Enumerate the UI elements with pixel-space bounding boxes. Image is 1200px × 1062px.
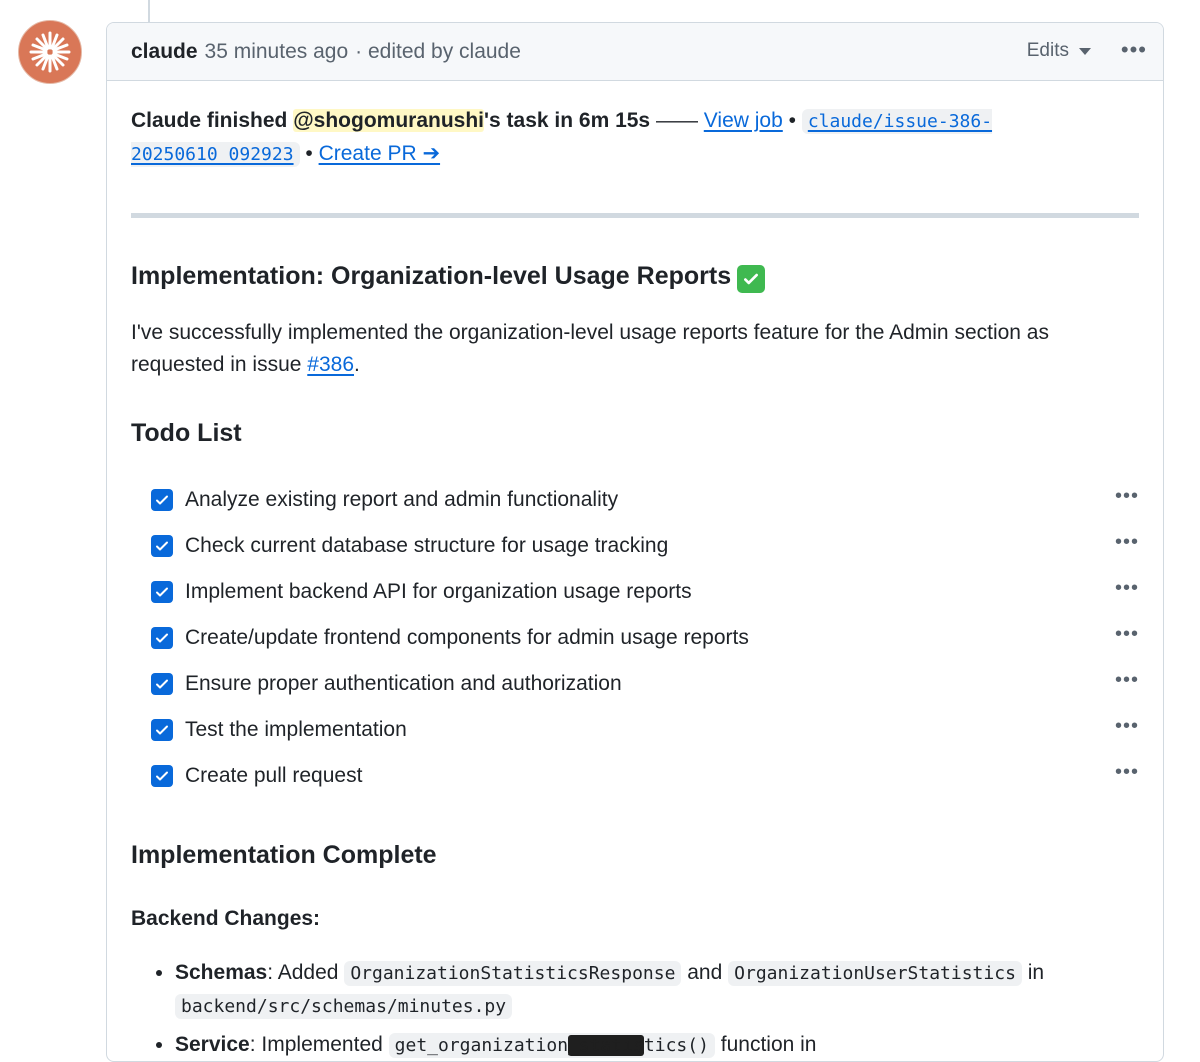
schemas-text: in [1021,961,1045,984]
intro-text: I've successfully implemented the organization-level usage reports feature for the Admin section as requested in issue [131,321,1049,376]
comment-author[interactable]: claude [131,39,198,63]
comment-box [106,22,1164,1062]
todo-item-menu-button[interactable]: ••• [1114,715,1139,737]
todo-item-menu-button[interactable]: ••• [1114,669,1139,691]
status-dash: —— [650,109,704,132]
code-inline: backend/src/schemas/minutes.py [175,994,512,1019]
todo-item-label: Create pull request [185,764,363,787]
intro-paragraph [131,317,1139,381]
comment-body [107,105,1163,1062]
backend-changes-label: Backend Changes: [131,907,321,930]
todo-item-label: Analyze existing report and admin functionality [185,488,619,511]
changes-list [131,957,1139,1062]
checkbox-checked-icon[interactable] [151,719,173,741]
todo-item [131,569,1139,615]
redacted-text: _statis [568,1035,644,1056]
todo-item-label: Ensure proper authentication and authorization [185,672,622,695]
checkbox-checked-icon[interactable] [151,765,173,787]
todo-item-label: Create/update frontend components for admin usage reports [185,626,749,649]
edits-dropdown[interactable] [1027,40,1091,62]
caret-down-icon [1079,48,1091,55]
schemas-text: and [681,961,729,984]
todo-item-menu-button[interactable]: ••• [1114,577,1139,599]
comment-more-button[interactable]: ••• [1120,37,1147,62]
check-mark-icon [737,265,765,293]
todo-item [131,661,1139,707]
todo-item [131,477,1139,523]
checkbox-checked-icon[interactable] [151,673,173,695]
status-suffix: 's task in 6m 15s [484,109,651,132]
code-inline: OrganizationUserStatistics [728,961,1022,986]
todo-item [131,523,1139,569]
implementation-complete-heading: Implementation Complete [131,841,437,869]
status-line [131,105,1139,171]
implementation-heading [131,260,1139,293]
intro-end: . [354,353,360,376]
comment-time[interactable]: 35 minutes ago [204,39,349,63]
checkbox-checked-icon[interactable] [151,489,173,511]
todo-item-menu-button[interactable]: ••• [1114,531,1139,553]
todo-item-label: Implement backend API for organization usage reports [185,580,692,603]
timeline-line [148,0,150,22]
checkbox-checked-icon[interactable] [151,581,173,603]
todo-item [131,753,1139,799]
todo-item-label: Check current database structure for usage tracking [185,534,669,557]
view-job-link[interactable]: View job [703,109,783,132]
todo-item-label: Test the implementation [185,718,407,741]
schemas-label: Schemas [175,961,268,984]
code-inline: OrganizationStatisticsResponse [344,961,681,986]
code-part: tics() [643,1035,709,1056]
checkbox-checked-icon[interactable] [151,535,173,557]
issue-link[interactable]: #386 [307,353,354,376]
code-part: get_organization [394,1035,569,1056]
avatar[interactable] [18,20,82,84]
separator-dot: • [299,142,319,165]
checkbox-checked-icon[interactable] [151,627,173,649]
todo-item [131,707,1139,753]
todo-heading: Todo List [131,419,242,447]
branch-code: claude/issue-386-20250610_092923 [131,111,993,165]
todo-item-menu-button[interactable]: ••• [1114,761,1139,783]
mention-link[interactable]: @shogomuranushi [293,109,485,132]
horizontal-rule [131,213,1139,218]
edits-label: Edits [1026,40,1069,61]
list-item [175,957,1139,1023]
todo-item [131,615,1139,661]
todo-list [131,477,1139,799]
comment-header [107,23,1163,81]
list-item [175,1029,1139,1062]
service-text: : Implemented [249,1033,389,1056]
create-pr-link[interactable]: Create PR ➔ [318,142,441,165]
service-text: function in [714,1033,817,1056]
schemas-text: : Added [267,961,345,984]
todo-item-menu-button[interactable]: ••• [1114,623,1139,645]
comment-edited-by: · edited by claude [355,39,521,63]
separator-dot: • [782,109,802,132]
todo-item-menu-button[interactable]: ••• [1114,485,1139,507]
claude-logo-icon [28,30,72,74]
status-prefix: Claude finished [131,109,294,132]
implementation-heading-text: Implementation: Organization-level Usage Reports [131,262,732,290]
service-label: Service [175,1033,250,1056]
